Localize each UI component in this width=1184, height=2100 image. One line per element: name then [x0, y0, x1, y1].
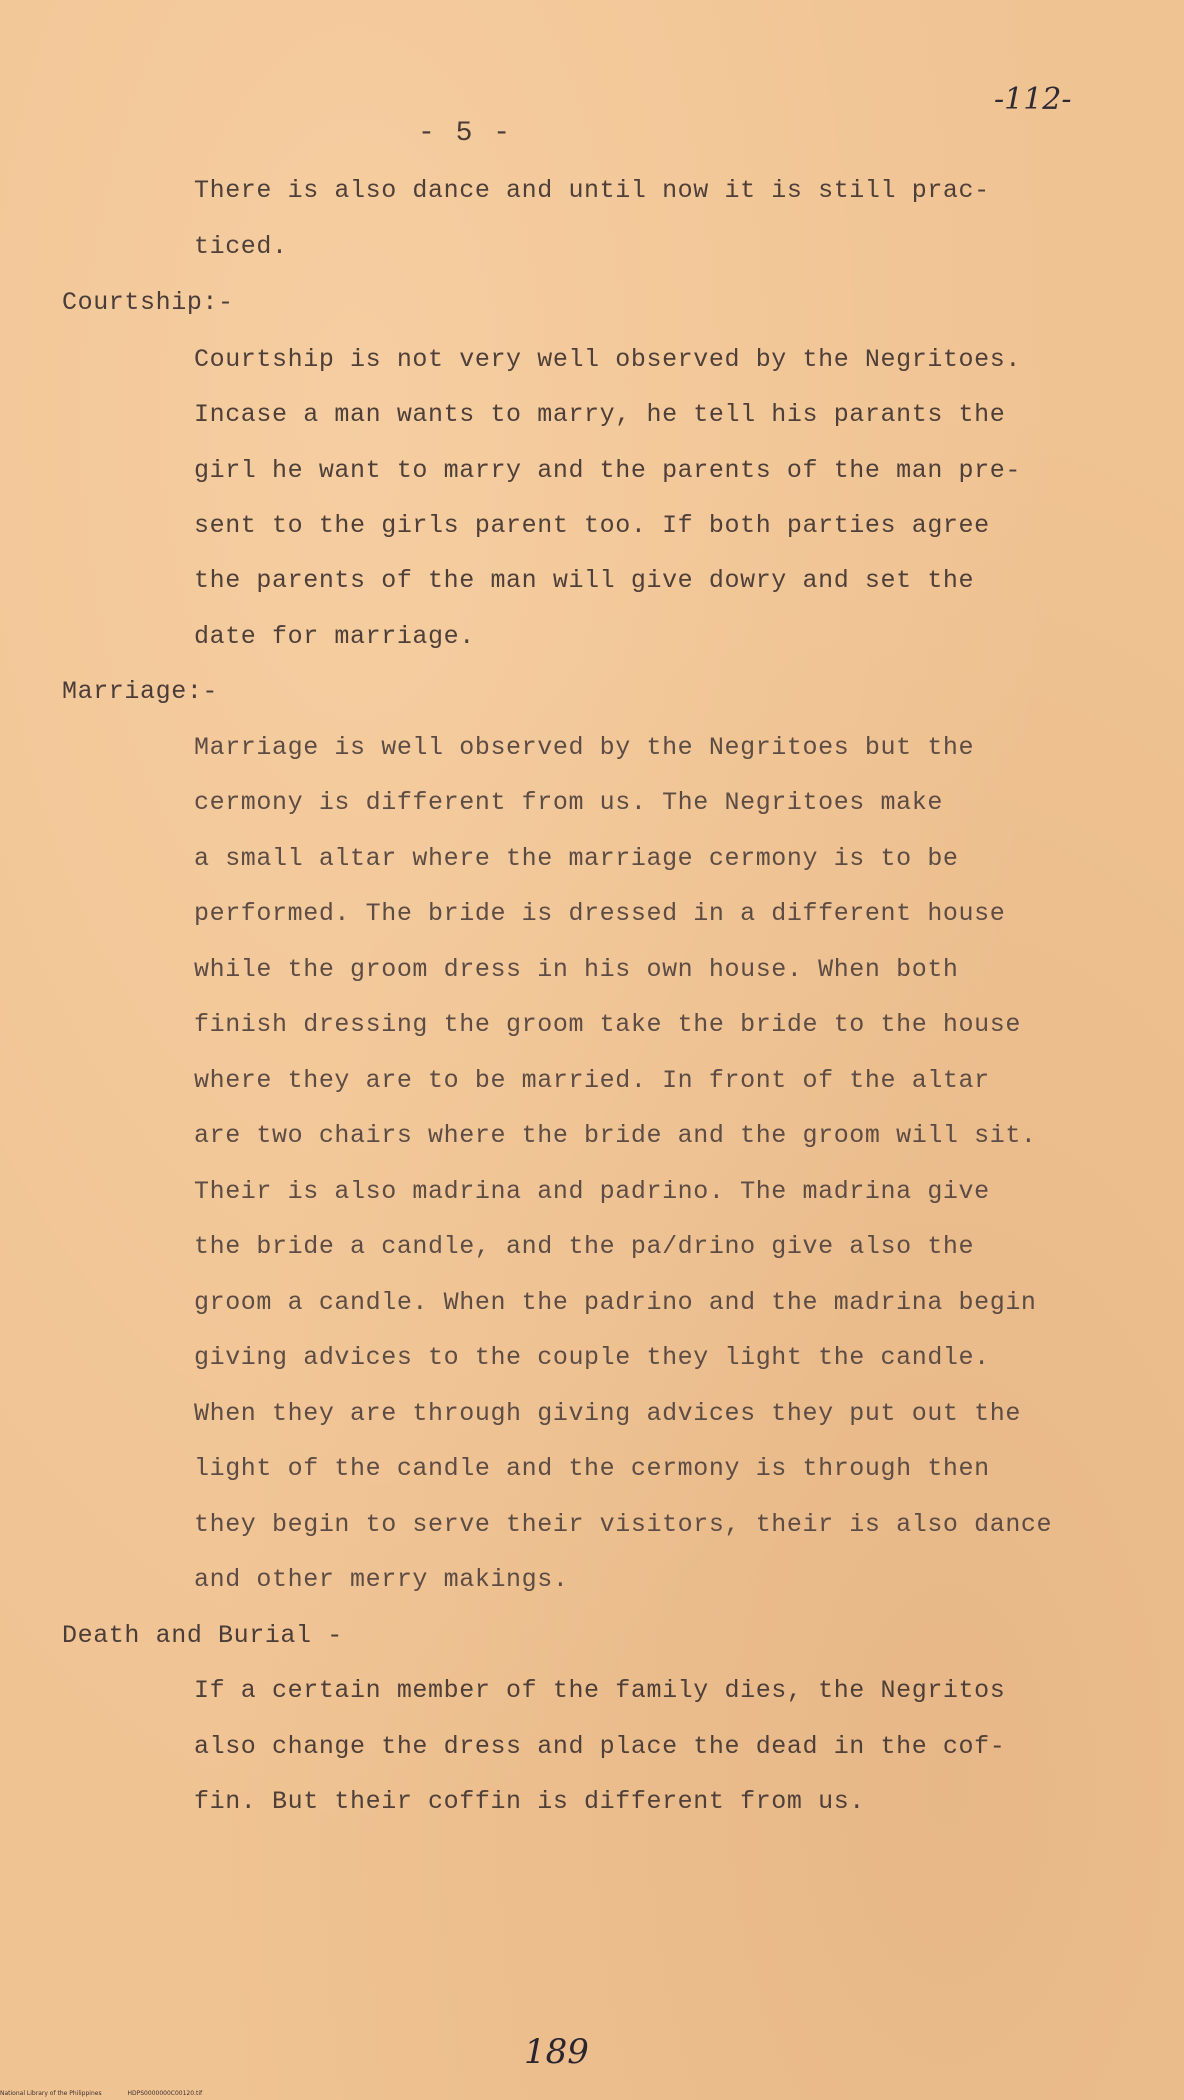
marriage-line: Marriage is well observed by the Negritoes but the [194, 733, 975, 762]
section-heading-courtship: Courtship:- [62, 288, 234, 317]
marriage-line: giving advices to the couple they light the candle. [194, 1343, 990, 1372]
marriage-line: a small altar where the marriage cermony is to be [194, 844, 959, 873]
marriage-line: finish dressing the groom take the bride to the house [194, 1010, 1021, 1039]
section-heading-marriage: Marriage:- [62, 677, 219, 706]
courtship-line: Incase a man wants to marry, he tell his parants the [194, 400, 1006, 429]
marriage-line: light of the candle and the cermony is through then [194, 1454, 990, 1483]
marriage-line: cermony is different from us. The Negritoes make [194, 788, 943, 817]
intro-line: ticed. [194, 232, 288, 261]
courtship-line: date for marriage. [194, 622, 475, 651]
handwritten-bottom-number: 189 [524, 2032, 589, 2072]
marriage-line: while the groom dress in his own house. When both [194, 955, 959, 984]
footer-file-name: HDPS0000000C00120.tif [127, 2090, 203, 2097]
death-line: also change the dress and place the dead in the cof- [194, 1732, 1006, 1761]
section-heading-death-burial: Death and Burial - [62, 1621, 343, 1650]
page-number: - 5 - [418, 118, 513, 149]
scan-footer [0, 2090, 202, 2097]
marriage-line: and other merry makings. [194, 1565, 569, 1594]
death-line: fin. But their coffin is different from us. [194, 1787, 865, 1816]
courtship-line: the parents of the man will give dowry and set the [194, 566, 975, 595]
courtship-line: Courtship is not very well observed by the Negritoes. [194, 345, 1021, 374]
marriage-line: performed. The bride is dressed in a different house [194, 899, 1006, 928]
marriage-line: they begin to serve their visitors, their is also dance [194, 1510, 1053, 1539]
marriage-line: groom a candle. When the padrino and the madrina begin [194, 1288, 1037, 1317]
handwritten-corner-number: -112- [994, 82, 1072, 117]
footer-library: National Library of the Philippines [0, 2090, 102, 2097]
death-line: If a certain member of the family dies, the Negritos [194, 1676, 1006, 1705]
marriage-line: When they are through giving advices they put out the [194, 1399, 1021, 1428]
courtship-line: girl he want to marry and the parents of the man pre- [194, 456, 1021, 485]
marriage-line: are two chairs where the bride and the groom will sit. [194, 1121, 1037, 1150]
marriage-line: where they are to be married. In front of the altar [194, 1066, 990, 1095]
intro-line: There is also dance and until now it is still prac- [194, 176, 990, 205]
marriage-line: Their is also madrina and padrino. The madrina give [194, 1177, 990, 1206]
courtship-line: sent to the girls parent too. If both parties agree [194, 511, 990, 540]
marriage-line: the bride a candle, and the pa/drino give also the [194, 1232, 975, 1261]
